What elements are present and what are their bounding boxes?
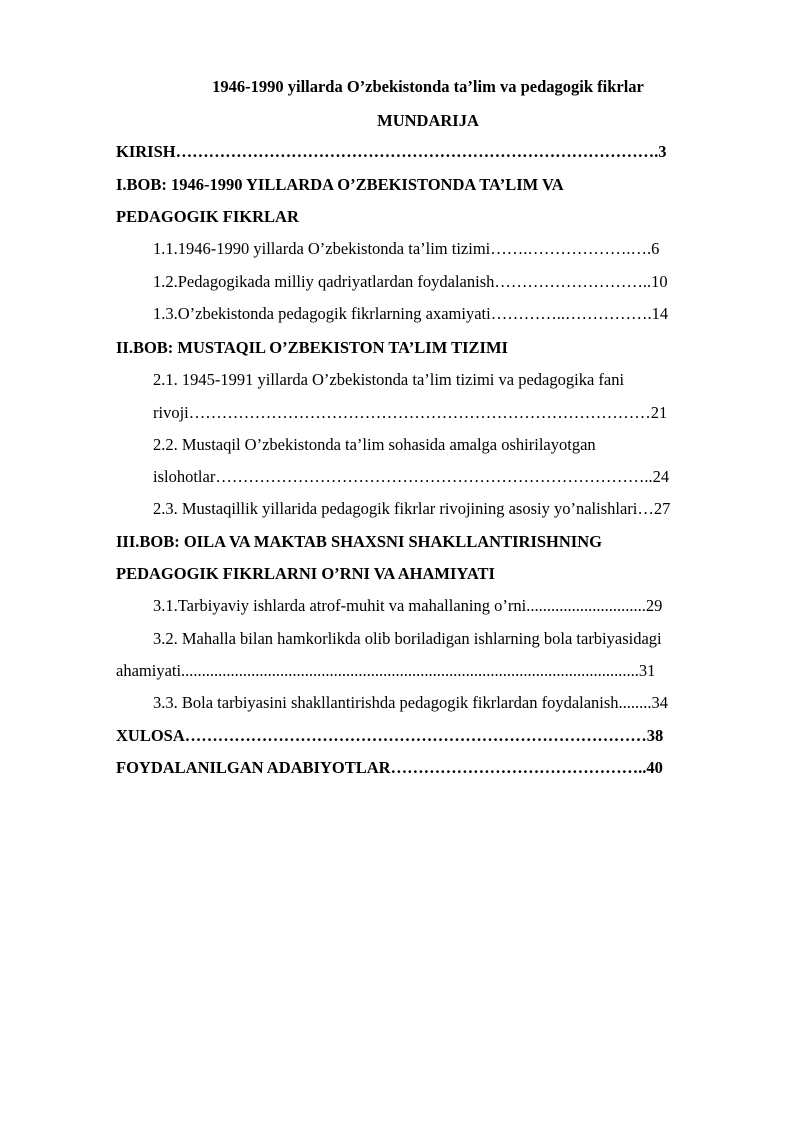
toc-section-3-3: 3.3. Bola tarbiyasini shakllantirishda pedagogik fikrlardan foydalanish........34 bbox=[153, 693, 669, 712]
toc-section-1-3: 1.3.O’zbekistonda pedagogik fikrlarning axamiyati…………..…………….14 bbox=[153, 304, 669, 323]
toc-chapter-1-line-2: PEDAGOGIK FIKRLAR bbox=[116, 207, 299, 226]
toc-heading: MUNDARIJA bbox=[377, 111, 479, 130]
toc-chapter-1-line-1: I.BOB: 1946-1990 YILLARDA O’ZBEKISTONDA TA’LIM VA bbox=[116, 175, 564, 194]
toc-chapter-3-line-2: PEDAGOGIK FIKRLARNI O’RNI VA AHAMIYATI bbox=[116, 564, 495, 583]
toc-entry-xulosa: XULOSA…………………………………………………………………………38 bbox=[116, 726, 664, 745]
toc-section-2-1-line-1: 2.1. 1945-1991 yillarda O’zbekistonda ta’lim tizimi va pedagogika fani bbox=[153, 370, 625, 389]
toc-section-3-2-line-1: 3.2. Mahalla bilan hamkorlikda olib boriladigan ishlarning bola tarbiyasidagi bbox=[153, 629, 662, 648]
toc-section-2-2-line-1: 2.2. Mustaqil O’zbekistonda ta’lim sohasida amalga oshirilayotgan bbox=[153, 435, 596, 454]
toc-chapter-2: II.BOB: MUSTAQIL O’ZBEKISTON TA’LIM TIZIMI bbox=[116, 338, 508, 357]
document-title: 1946-1990 yillarda O’zbekistonda ta’lim va pedagogik fikrlar bbox=[212, 77, 644, 96]
toc-section-2-3: 2.3. Mustaqillik yillarida pedagogik fikrlar rivojining asosiy yo’nalishlari…27 bbox=[153, 499, 671, 518]
toc-entry-adabiyotlar: FOYDALANILGAN ADABIYOTLAR………………………………………..40 bbox=[116, 758, 663, 777]
toc-section-2-1-line-2: rivoji…………………………………………………………………………21 bbox=[153, 403, 668, 422]
toc-section-1-2: 1.2.Pedagogikada milliy qadriyatlardan foydalanish………………………..10 bbox=[153, 272, 668, 291]
toc-section-3-2-line-2: ahamiyati...............................................................................................................31 bbox=[116, 661, 656, 680]
toc-section-1-1: 1.1.1946-1990 yillarda O’zbekistonda ta’lim tizimi…….……………….….6 bbox=[153, 239, 660, 258]
toc-section-3-1: 3.1.Tarbiyaviy ishlarda atrof-muhit va mahallaning o’rni.............................29 bbox=[153, 596, 663, 615]
toc-entry-kirish: KIRISH…………………………………………………………………………….3 bbox=[116, 142, 667, 161]
toc-chapter-3-line-1: III.BOB: OILA VA MAKTAB SHAXSNI SHAKLLANTIRISHNING bbox=[116, 532, 602, 551]
toc-section-2-2-line-2: islohotlar……………………………………………………………………..24 bbox=[153, 467, 670, 486]
